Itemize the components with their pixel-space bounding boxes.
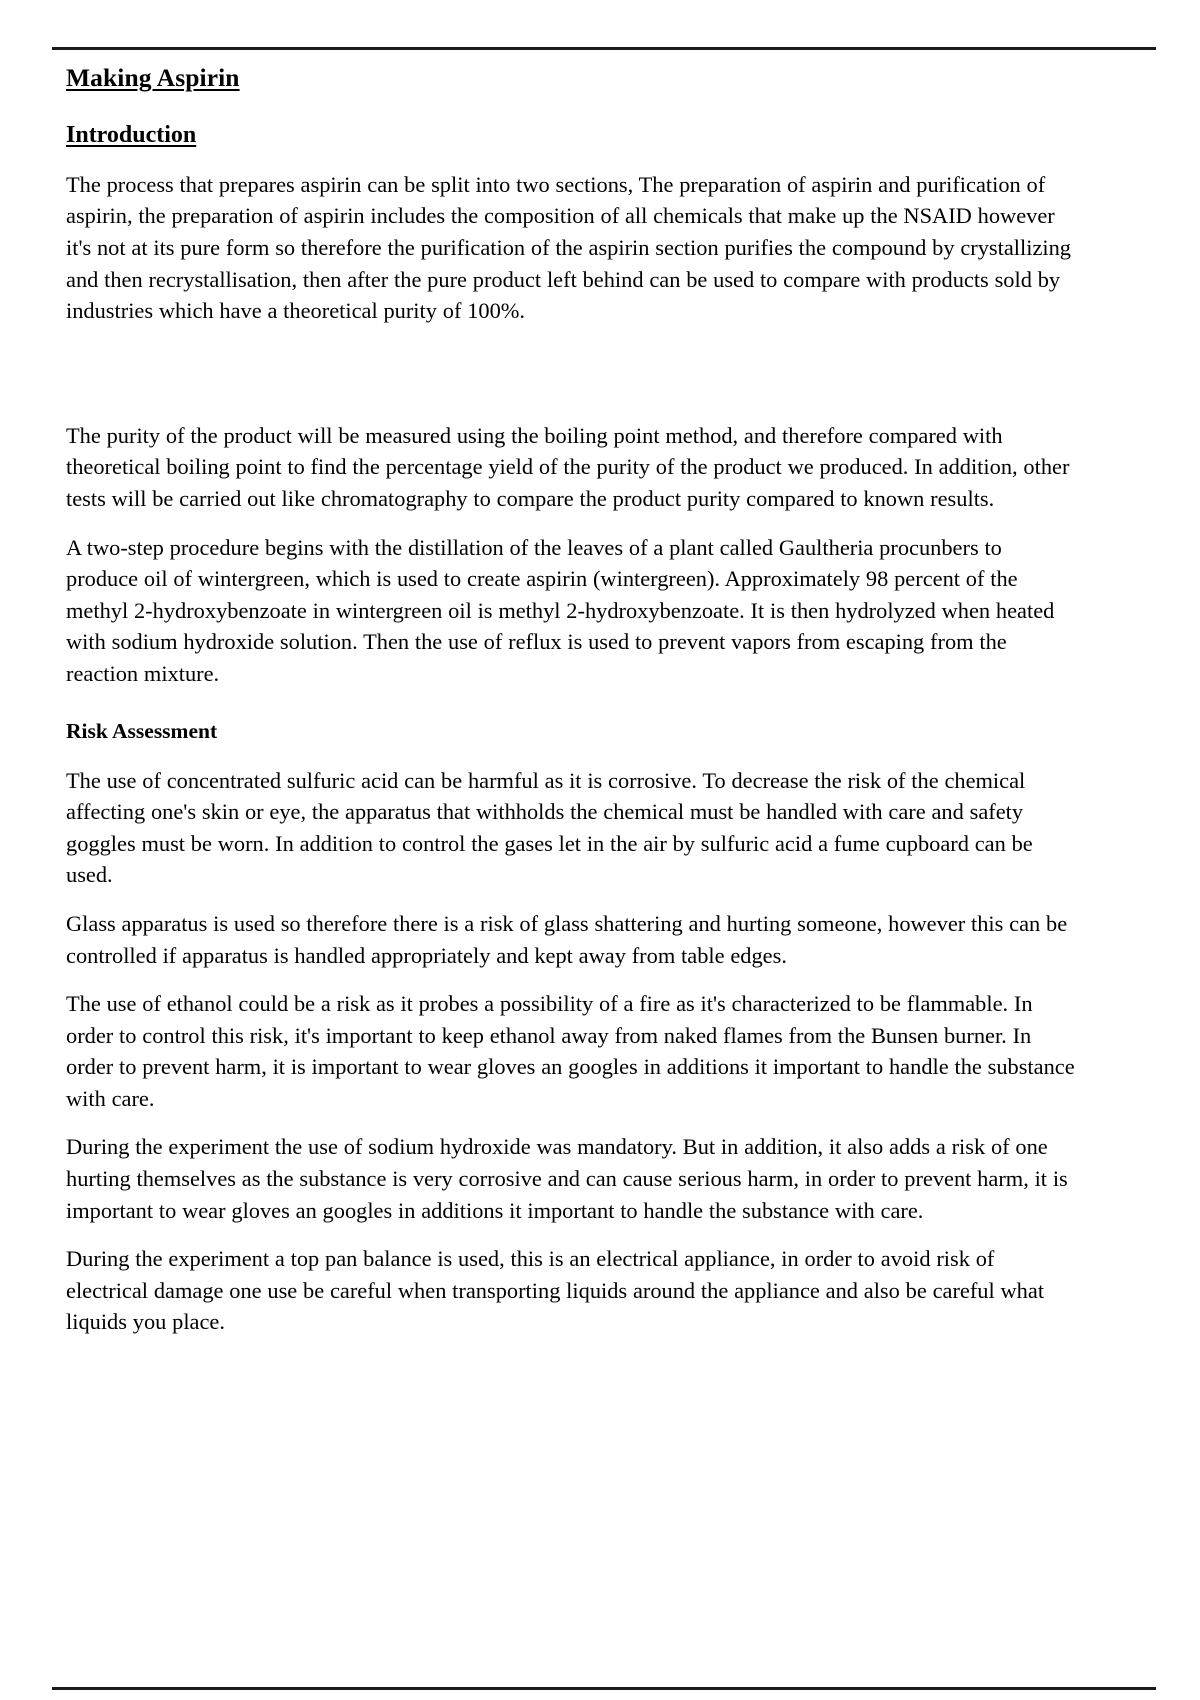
page-title-text: Making Aspirin [66,63,240,92]
header-divider [52,47,1156,50]
page-title [66,62,1076,94]
paragraph-intro-2: The purity of the product will be measured using the boiling point method, and therefore compared with theoretical boiling point to find the percentage yield of the purity of the product we produced. In addition, other tests will be carried out like chromatography to compare the product purity compared to known results. [66,422,1070,512]
paragraph-intro-1: The process that prepares aspirin can be split into two sections, The preparation of aspirin and purification of aspirin, the preparation of aspirin includes the composition of all chemicals that make up the NSAID however it's not at its pure form so therefore the purification of the aspirin section purifies the compound by crystallizing and then recrystallisation, then after the pure product left behind can be used to compare with products sold by industries which have a theoretical purity of 100%. [66,171,1072,324]
paragraph-spacer [66,327,1076,401]
paragraph-risk-5: During the experiment a top pan balance is used, this is an electrical appliance, in order to avoid risk of electrical damage one use be careful when transporting liquids around the appliance and also be careful what liquids you place. [66,1246,1045,1335]
section-heading-introduction-text: Introduction [66,121,197,148]
paragraph-risk-1: The use of concentrated sulfuric acid can be harmful as it is corrosive. To decrease the risk of the chemical affecting one's skin or eye, the apparatus that withholds the chemical must be handled with care and safety goggles must be worn. In addition to control the gases let in the air by sulfuric acid a fume cupboard can be used. [66,767,1033,888]
paragraph-risk-4: During the experiment the use of sodium hydroxide was mandatory. But in addition, it also adds a risk of one hurting themselves as the substance is very corrosive and can cause serious harm, in order to prevent harm, it is important to wear gloves an googles in additions it important to handle the substance with care. [66,1134,1068,1223]
document-body [66,62,1076,1338]
paragraph-risk-3: The use of ethanol could be a risk as it probes a possibility of a fire as it's characterized to be flammable. In order to control this risk, it's important to keep ethanol away from naked flames from the Bunsen burner. In order to prevent harm, it is important to wear gloves an googles in additions it important to handle the substance with care. [66,991,1075,1111]
paragraph-risk-2: Glass apparatus is used so therefore there is a risk of glass shattering and hurting someone, however this can be controlled if apparatus is handled appropriately and kept away from table edges. [66,910,1068,968]
paragraph-intro-3: A two-step procedure begins with the distillation of the leaves of a plant called Gaultheria procunbers to produce oil of wintergreen, which is used to create aspirin (wintergreen). Approximately 98 percent of the methyl 2-hydroxybenzoate in wintergreen oil is methyl 2-hydroxybenzoate. It is then hydrolyzed when heated with sodium hydroxide solution. Then the use of reflux is used to prevent vapors from escaping from the reaction mixture. [66,534,1055,686]
footer-divider [52,1687,1156,1690]
section-heading-introduction [66,120,1076,150]
section-heading-risk-assessment: Risk Assessment [66,718,218,743]
